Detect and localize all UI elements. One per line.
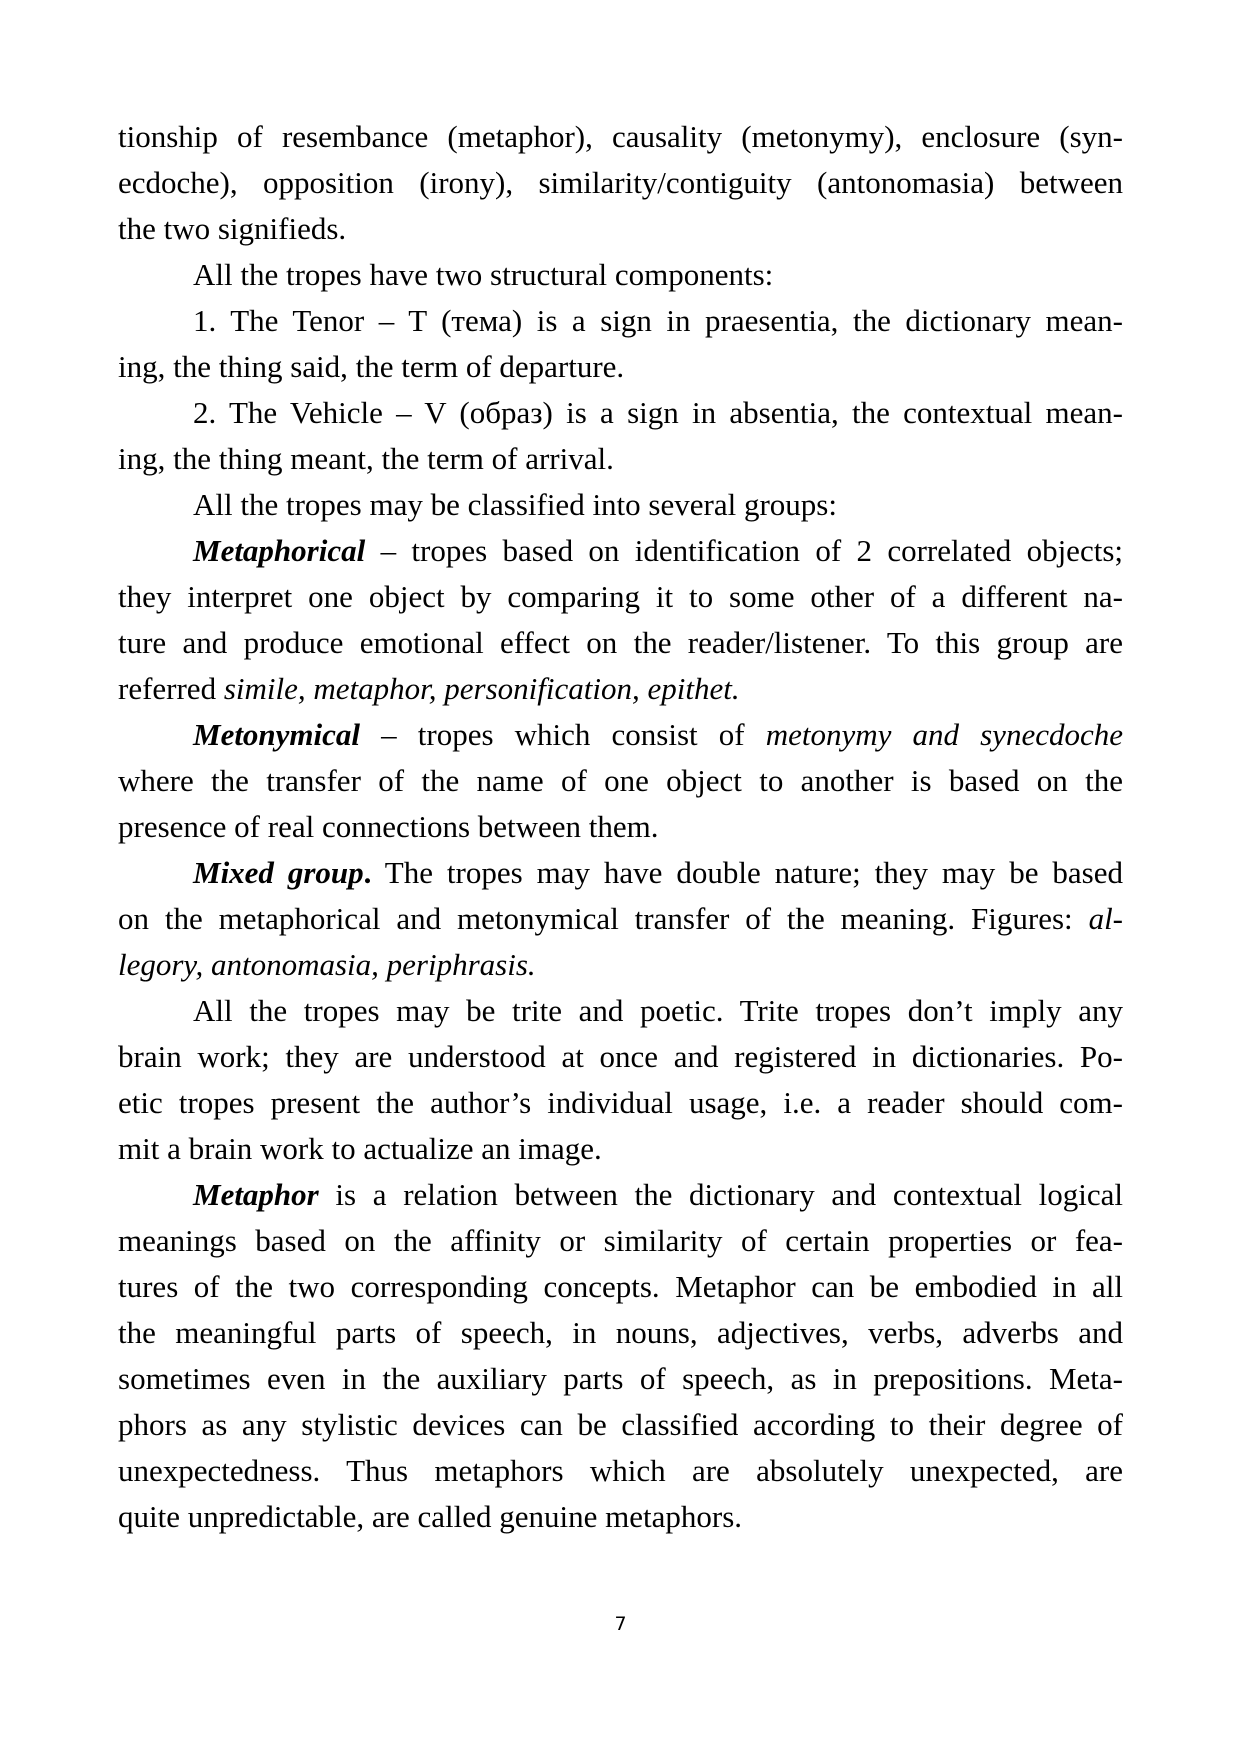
text-line xyxy=(118,390,1123,436)
text-line xyxy=(118,988,1123,1034)
text-line xyxy=(118,528,1123,574)
text-span: ecdoche), opposition (irony), similarity/contiguity (antonomasia) between xyxy=(118,165,1123,200)
text-span: 1. The Tenor – T (тема) is a sign in praesentia, the dictionary mean- xyxy=(193,303,1123,338)
text-line xyxy=(118,1356,1123,1402)
text-line xyxy=(118,804,1123,850)
text-span: presence of real connections between them. xyxy=(118,809,659,844)
text-line xyxy=(118,1402,1123,1448)
text-span: – tropes based on identification of 2 correlated objects; xyxy=(365,533,1123,568)
text-line xyxy=(118,758,1123,804)
text-line xyxy=(118,896,1123,942)
body-text xyxy=(118,114,1123,1540)
text-span: tures of the two corresponding concepts. Metaphor can be embodied in all xyxy=(118,1269,1123,1304)
text-span: is a relation between the dictionary and contextual logical xyxy=(318,1177,1123,1212)
text-span: ing, the thing said, the term of departure. xyxy=(118,349,625,384)
text-line xyxy=(118,712,1123,758)
text-line xyxy=(118,666,1123,712)
text-span: tionship of resembance (metaphor), causality (metonymy), enclosure (syn- xyxy=(118,119,1123,154)
emphasis-text: Mixed group xyxy=(193,855,364,890)
text-line xyxy=(118,114,1123,160)
text-line xyxy=(118,1126,1123,1172)
text-line xyxy=(118,436,1123,482)
text-span: brain work; they are understood at once and registered in dictionaries. Po- xyxy=(118,1039,1123,1074)
emphasis-text: Metonymical xyxy=(193,717,361,752)
text-line xyxy=(118,298,1123,344)
text-span: the meaningful parts of speech, in nouns, adjectives, verbs, adverbs and xyxy=(118,1315,1123,1350)
emphasis-text: legory, antonomasia, periphrasis. xyxy=(118,947,536,982)
text-span: All the tropes may be trite and poetic. Trite tropes don’t imply any xyxy=(193,993,1123,1028)
text-line xyxy=(118,942,1123,988)
text-span: the two signifieds. xyxy=(118,211,347,246)
text-line xyxy=(118,1080,1123,1126)
text-line xyxy=(118,160,1123,206)
emphasis-text: Metaphor xyxy=(193,1177,319,1212)
text-line xyxy=(118,1448,1123,1494)
text-line xyxy=(118,344,1123,390)
text-line xyxy=(118,1310,1123,1356)
text-span: All the tropes have two structural components: xyxy=(193,257,774,292)
text-span: ture and produce emotional effect on the reader/listener. To this group are xyxy=(118,625,1123,660)
text-span: unexpectedness. Thus metaphors which are absolutely unexpected, are xyxy=(118,1453,1123,1488)
page-number: 7 xyxy=(614,1613,627,1635)
text-line xyxy=(118,252,1123,298)
text-span: they interpret one object by comparing it to some other of a different na- xyxy=(118,579,1123,614)
emphasis-text: Metaphorical xyxy=(193,533,366,568)
emphasis-text: . xyxy=(363,855,372,890)
text-line xyxy=(118,1494,1123,1540)
text-span: 2. The Vehicle – V (образ) is a sign in absentia, the contextual mean- xyxy=(193,395,1123,430)
emphasis-text: al- xyxy=(1088,901,1123,936)
emphasis-text: metonymy and synecdoche xyxy=(765,717,1123,752)
text-span: on the metaphorical and metonymical transfer of the meaning. Figures: xyxy=(118,901,1089,936)
text-span: All the tropes may be classified into several groups: xyxy=(193,487,837,522)
text-span: phors as any stylistic devices can be classified according to their degree of xyxy=(118,1407,1123,1442)
text-span: etic tropes present the author’s individual usage, i.e. a reader should com- xyxy=(118,1085,1123,1120)
emphasis-text: simile, metaphor, personification, epithet. xyxy=(223,671,740,706)
text-line xyxy=(118,1264,1123,1310)
text-span: sometimes even in the auxiliary parts of speech, as in prepositions. Meta- xyxy=(118,1361,1123,1396)
text-line xyxy=(118,574,1123,620)
text-span: where the transfer of the name of one object to another is based on the xyxy=(118,763,1123,798)
text-span: mit a brain work to actualize an image. xyxy=(118,1131,602,1166)
text-line xyxy=(118,1034,1123,1080)
text-line xyxy=(118,1218,1123,1264)
text-span: ing, the thing meant, the term of arrival. xyxy=(118,441,614,476)
text-span: quite unpredictable, are called genuine metaphors. xyxy=(118,1499,743,1534)
text-line xyxy=(118,620,1123,666)
text-span: The tropes may have double nature; they may be based xyxy=(371,855,1123,890)
text-span: referred xyxy=(118,671,224,706)
text-span: meanings based on the affinity or similarity of certain properties or fea- xyxy=(118,1223,1123,1258)
text-span: – tropes which consist of xyxy=(360,717,766,752)
text-line xyxy=(118,1172,1123,1218)
text-line xyxy=(118,850,1123,896)
text-line xyxy=(118,206,1123,252)
text-line xyxy=(118,482,1123,528)
